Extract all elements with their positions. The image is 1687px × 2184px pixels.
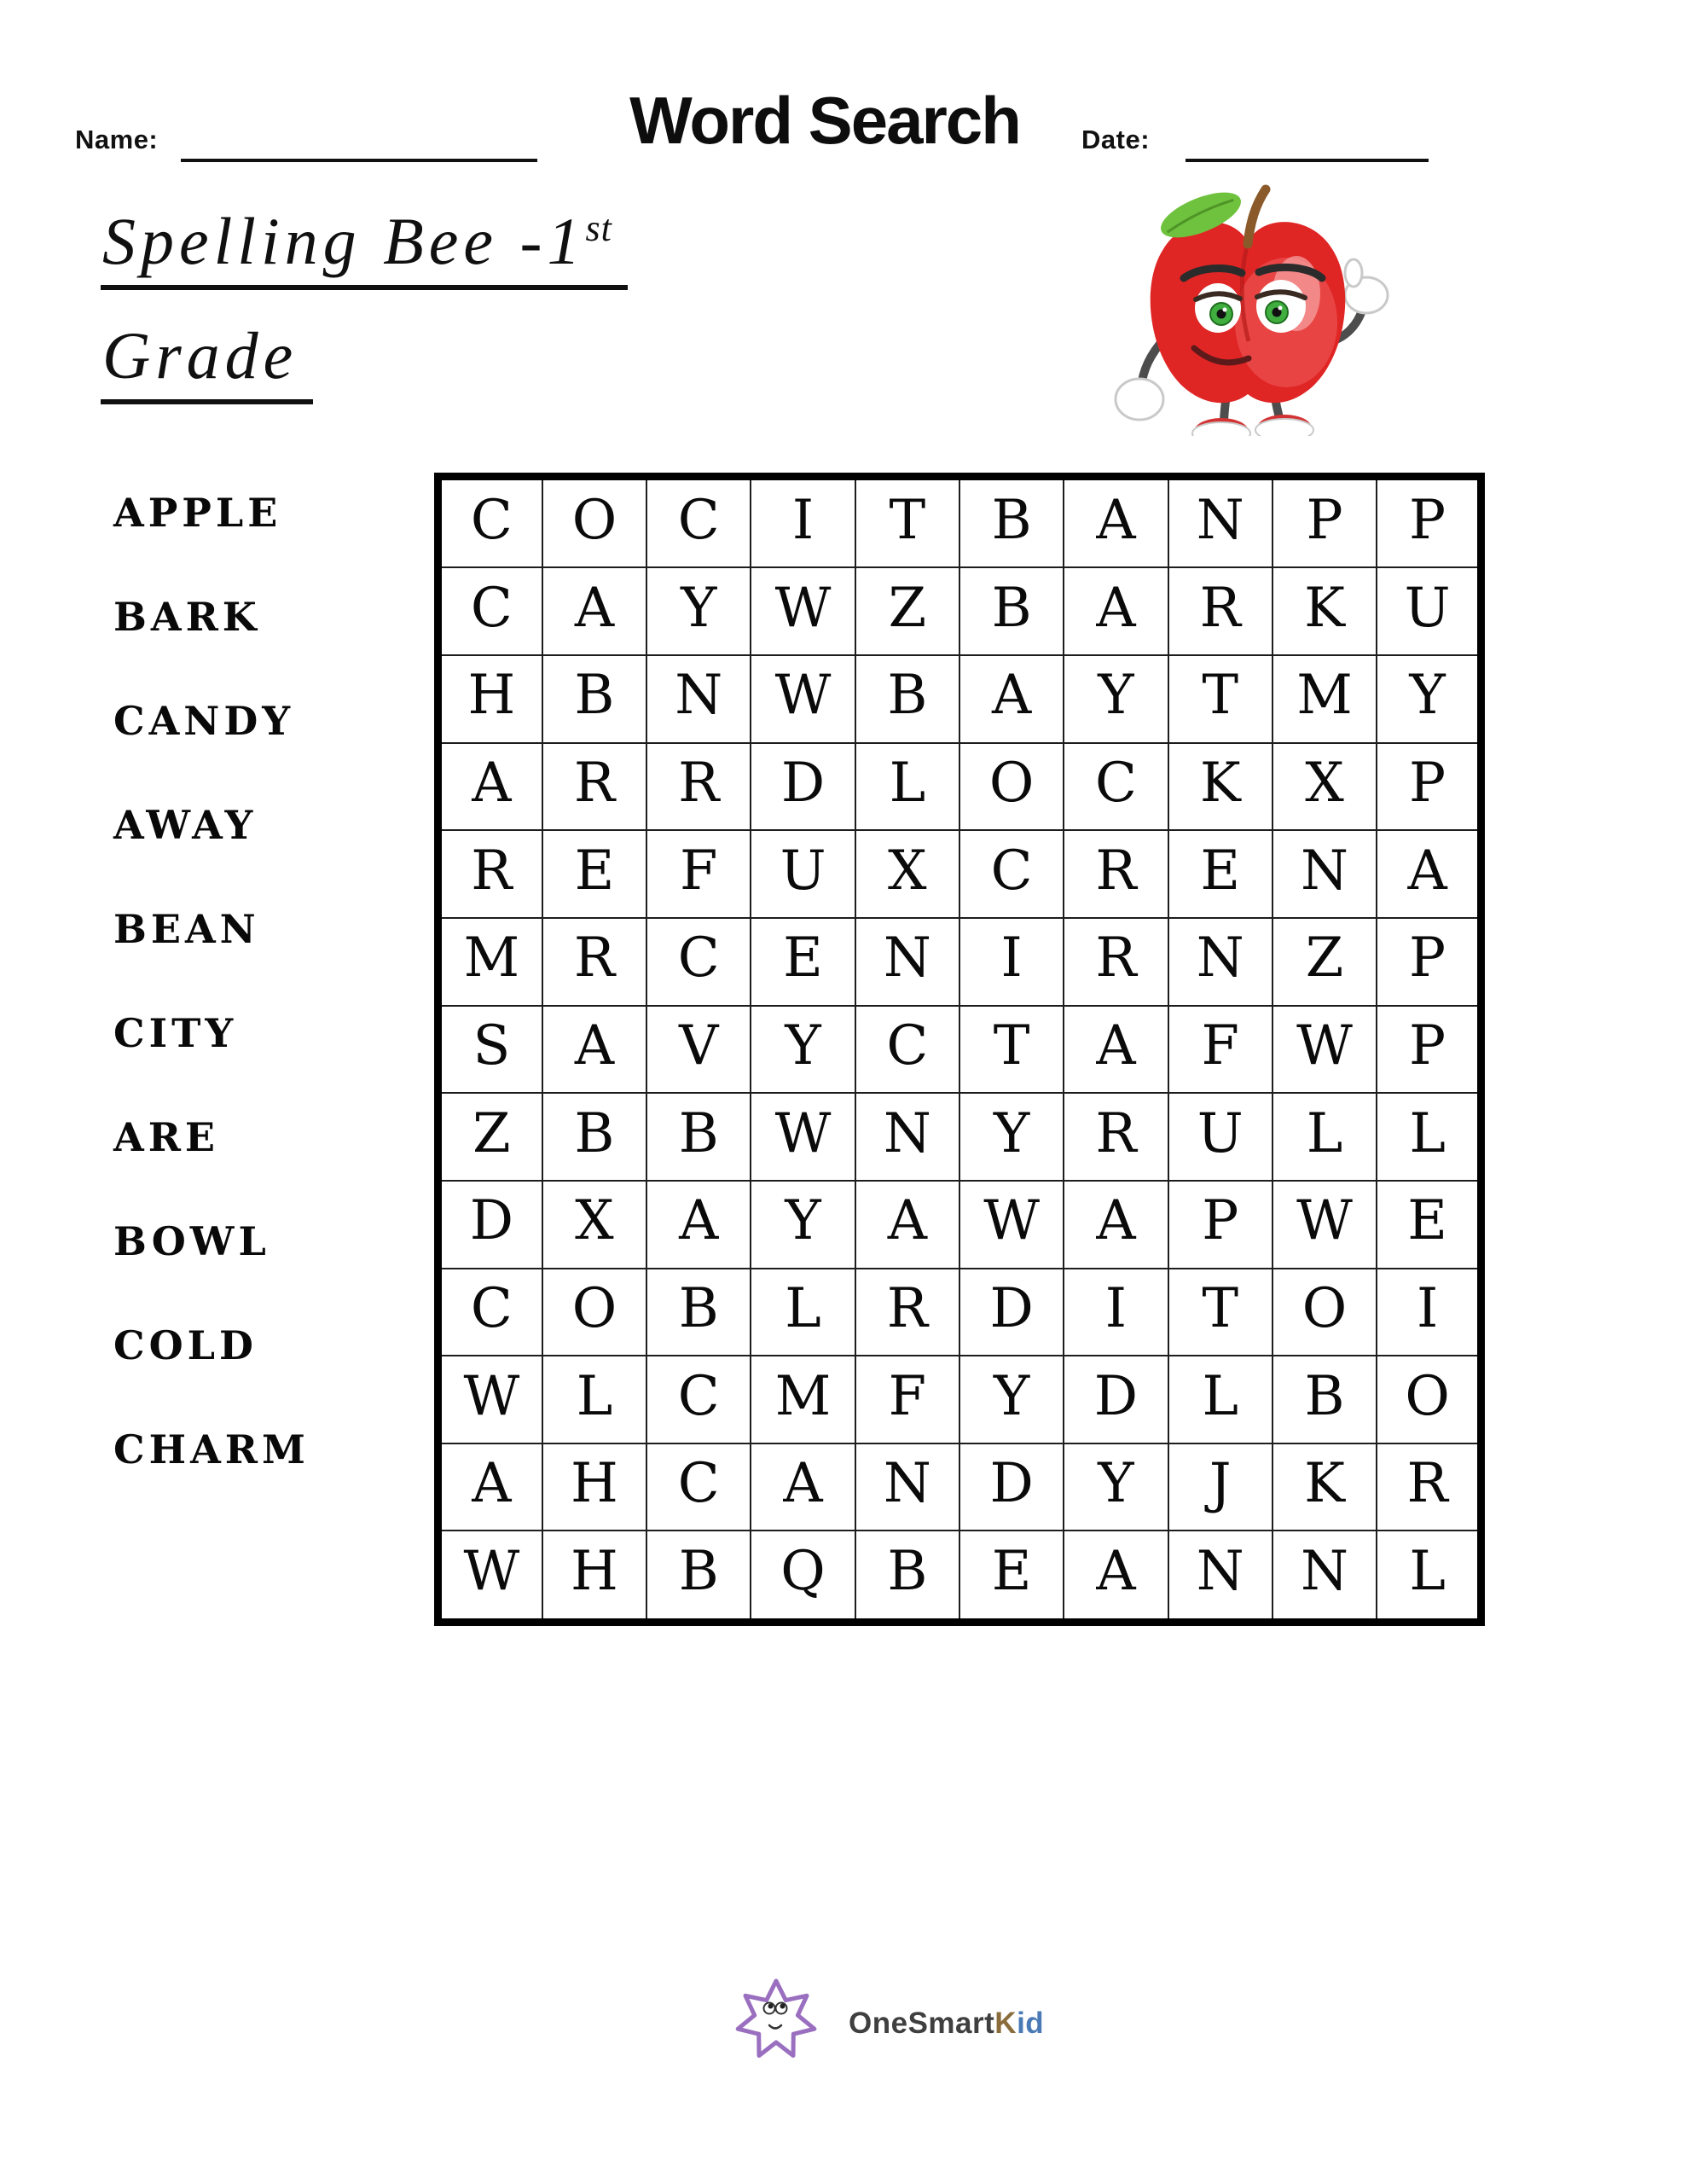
grid-cell[interactable]: Y bbox=[959, 1093, 1064, 1181]
grid-cell[interactable]: Q bbox=[751, 1531, 855, 1622]
grid-cell[interactable]: Y bbox=[959, 1356, 1064, 1443]
grid-row bbox=[438, 567, 1481, 655]
grid-row bbox=[438, 918, 1481, 1006]
date-blank-line[interactable] bbox=[1186, 128, 1429, 162]
subtitle-ordinal-suffix: st bbox=[585, 207, 612, 249]
apple-sneaker-left bbox=[1192, 418, 1250, 436]
grid-cell[interactable]: R bbox=[646, 743, 751, 831]
apple-sneaker-right bbox=[1255, 415, 1313, 436]
page-title: Word Search bbox=[629, 83, 1020, 158]
grid-cell[interactable]: T bbox=[959, 1006, 1064, 1094]
grid-cell[interactable]: E bbox=[751, 918, 855, 1006]
grid-cell[interactable]: H bbox=[542, 1443, 646, 1531]
grid-cell[interactable]: D bbox=[438, 1181, 542, 1269]
brand-text-part: OneSmart bbox=[849, 2007, 995, 2040]
grid-cell[interactable]: E bbox=[1168, 830, 1272, 918]
grid-cell[interactable]: L bbox=[751, 1269, 855, 1356]
grid-cell[interactable]: P bbox=[1377, 477, 1481, 568]
apple-glove-thumbs-up bbox=[1345, 259, 1388, 313]
apple-mascot-icon bbox=[1105, 167, 1391, 436]
word-list-item: CANDY bbox=[113, 698, 295, 744]
subtitle-line-1: Spelling Bee -1st bbox=[101, 203, 628, 290]
grid-cell[interactable]: W bbox=[438, 1356, 542, 1443]
grid-cell[interactable]: P bbox=[1377, 1006, 1481, 1094]
grid-cell[interactable]: Y bbox=[1377, 655, 1481, 743]
word-grid-body bbox=[438, 477, 1481, 1623]
grid-cell[interactable]: B bbox=[542, 1093, 646, 1181]
grid-cell[interactable]: O bbox=[959, 743, 1064, 831]
grid-cell[interactable]: Z bbox=[855, 567, 959, 655]
word-search-grid bbox=[434, 473, 1485, 1626]
grid-cell[interactable]: Z bbox=[1272, 918, 1377, 1006]
grid-cell[interactable]: Y bbox=[751, 1006, 855, 1094]
grid-cell[interactable]: U bbox=[1377, 567, 1481, 655]
grid-row bbox=[438, 830, 1481, 918]
grid-cell[interactable]: W bbox=[751, 1093, 855, 1181]
grid-cell[interactable]: A bbox=[1064, 1181, 1168, 1269]
grid-cell[interactable]: T bbox=[1168, 655, 1272, 743]
grid-cell[interactable]: B bbox=[646, 1531, 751, 1622]
grid-cell[interactable]: F bbox=[855, 1356, 959, 1443]
grid-cell[interactable]: W bbox=[751, 567, 855, 655]
grid-cell[interactable]: P bbox=[1272, 477, 1377, 568]
grid-cell[interactable]: L bbox=[1272, 1093, 1377, 1181]
grid-row bbox=[438, 743, 1481, 831]
grid-cell[interactable]: W bbox=[1272, 1006, 1377, 1094]
grid-cell[interactable]: O bbox=[542, 477, 646, 568]
grid-cell[interactable]: L bbox=[1377, 1531, 1481, 1622]
grid-cell[interactable]: Y bbox=[646, 567, 751, 655]
grid-cell[interactable]: P bbox=[1377, 918, 1481, 1006]
grid-cell[interactable]: F bbox=[646, 830, 751, 918]
grid-cell[interactable]: T bbox=[1168, 1269, 1272, 1356]
grid-cell[interactable]: T bbox=[855, 477, 959, 568]
grid-cell[interactable]: N bbox=[1168, 477, 1272, 568]
grid-cell[interactable]: N bbox=[1168, 918, 1272, 1006]
grid-cell[interactable]: N bbox=[855, 918, 959, 1006]
grid-cell[interactable]: H bbox=[542, 1531, 646, 1622]
grid-cell[interactable]: A bbox=[438, 743, 542, 831]
grid-cell[interactable]: R bbox=[1064, 830, 1168, 918]
grid-cell[interactable]: A bbox=[438, 1443, 542, 1531]
word-list-item: BEAN bbox=[113, 906, 260, 952]
grid-cell[interactable]: W bbox=[959, 1181, 1064, 1269]
grid-cell[interactable]: A bbox=[1064, 1531, 1168, 1622]
grid-cell[interactable]: P bbox=[1377, 743, 1481, 831]
grid-cell[interactable]: B bbox=[855, 1531, 959, 1622]
grid-row bbox=[438, 1356, 1481, 1443]
grid-cell[interactable]: N bbox=[1272, 1531, 1377, 1622]
grid-cell[interactable]: D bbox=[959, 1269, 1064, 1356]
grid-cell[interactable]: C bbox=[855, 1006, 959, 1094]
brand-text-part: K bbox=[994, 2007, 1017, 2040]
grid-cell[interactable]: B bbox=[855, 655, 959, 743]
star-face-logo-icon bbox=[732, 1976, 820, 2061]
grid-cell[interactable]: L bbox=[1168, 1356, 1272, 1443]
grid-cell[interactable]: Y bbox=[1064, 1443, 1168, 1531]
grid-cell[interactable]: Y bbox=[751, 1181, 855, 1269]
word-list-item: AWAY bbox=[113, 802, 258, 848]
name-blank-line[interactable] bbox=[181, 128, 537, 162]
grid-cell[interactable]: K bbox=[1272, 1443, 1377, 1531]
grid-cell[interactable]: R bbox=[855, 1269, 959, 1356]
grid-cell[interactable]: R bbox=[1168, 567, 1272, 655]
grid-cell[interactable]: X bbox=[855, 830, 959, 918]
grid-cell[interactable]: A bbox=[1064, 1006, 1168, 1094]
grid-cell[interactable]: C bbox=[646, 1356, 751, 1443]
grid-cell[interactable]: D bbox=[751, 743, 855, 831]
grid-cell[interactable]: V bbox=[646, 1006, 751, 1094]
word-list-item: CHARM bbox=[113, 1426, 310, 1472]
grid-cell[interactable]: R bbox=[1064, 1093, 1168, 1181]
grid-cell[interactable]: N bbox=[1272, 830, 1377, 918]
grid-cell[interactable]: U bbox=[751, 830, 855, 918]
grid-cell[interactable]: E bbox=[959, 1531, 1064, 1622]
grid-cell[interactable]: A bbox=[542, 567, 646, 655]
grid-cell[interactable]: A bbox=[1064, 567, 1168, 655]
grid-cell[interactable]: F bbox=[1168, 1006, 1272, 1094]
grid-cell[interactable]: C bbox=[1064, 743, 1168, 831]
grid-cell[interactable]: J bbox=[1168, 1443, 1272, 1531]
grid-cell[interactable]: S bbox=[438, 1006, 542, 1094]
grid-row bbox=[438, 1093, 1481, 1181]
grid-cell[interactable]: K bbox=[1168, 743, 1272, 831]
grid-cell[interactable]: X bbox=[542, 1181, 646, 1269]
brand-text-part: id bbox=[1017, 2007, 1045, 2040]
grid-row bbox=[438, 1269, 1481, 1356]
grid-cell[interactable]: B bbox=[1272, 1356, 1377, 1443]
grid-cell[interactable]: L bbox=[855, 743, 959, 831]
grid-row bbox=[438, 1006, 1481, 1094]
grid-cell[interactable]: D bbox=[959, 1443, 1064, 1531]
grid-cell[interactable]: R bbox=[542, 743, 646, 831]
grid-row bbox=[438, 1443, 1481, 1531]
grid-cell[interactable]: D bbox=[1064, 1356, 1168, 1443]
word-list-item: BARK bbox=[113, 594, 261, 640]
word-list-item: APPLE bbox=[113, 490, 282, 536]
grid-cell[interactable]: B bbox=[959, 477, 1064, 568]
grid-cell[interactable]: C bbox=[646, 918, 751, 1006]
date-label: Date: bbox=[1081, 125, 1151, 154]
grid-cell[interactable]: X bbox=[1272, 743, 1377, 831]
grid-cell[interactable]: L bbox=[1377, 1093, 1481, 1181]
grid-cell[interactable]: O bbox=[542, 1269, 646, 1356]
grid-cell[interactable]: I bbox=[751, 477, 855, 568]
grid-cell[interactable]: E bbox=[542, 830, 646, 918]
word-list-item: CITY bbox=[113, 1010, 238, 1056]
grid-cell[interactable]: A bbox=[646, 1181, 751, 1269]
grid-cell[interactable]: A bbox=[1377, 830, 1481, 918]
grid-cell[interactable]: A bbox=[542, 1006, 646, 1094]
grid-cell[interactable]: I bbox=[1377, 1269, 1481, 1356]
grid-cell[interactable]: M bbox=[438, 918, 542, 1006]
grid-cell[interactable]: H bbox=[438, 655, 542, 743]
brand-wordmark bbox=[849, 2007, 1044, 2041]
name-label: Name: bbox=[75, 125, 159, 154]
apple-eye-right bbox=[1256, 280, 1306, 333]
word-list-item: COLD bbox=[113, 1322, 258, 1368]
grid-cell[interactable]: R bbox=[1377, 1443, 1481, 1531]
grid-cell[interactable]: R bbox=[542, 918, 646, 1006]
grid-cell[interactable]: W bbox=[438, 1531, 542, 1622]
grid-cell[interactable]: Y bbox=[1064, 655, 1168, 743]
word-list-item: ARE bbox=[113, 1114, 219, 1160]
apple-glove-left bbox=[1116, 379, 1163, 420]
grid-cell[interactable]: O bbox=[1272, 1269, 1377, 1356]
grid-cell[interactable]: R bbox=[1064, 918, 1168, 1006]
grid-cell[interactable]: A bbox=[959, 655, 1064, 743]
grid-row bbox=[438, 1181, 1481, 1269]
grid-row bbox=[438, 655, 1481, 743]
grid-cell[interactable]: W bbox=[1272, 1181, 1377, 1269]
grid-cell[interactable]: K bbox=[1272, 567, 1377, 655]
grid-row bbox=[438, 477, 1481, 568]
grid-cell[interactable]: U bbox=[1168, 1093, 1272, 1181]
grid-cell[interactable]: W bbox=[751, 655, 855, 743]
grid-cell[interactable]: I bbox=[959, 918, 1064, 1006]
grid-row bbox=[438, 1531, 1481, 1622]
worksheet-subtitle bbox=[101, 203, 628, 404]
grid-cell[interactable]: C bbox=[646, 1443, 751, 1531]
apple-eye-left bbox=[1195, 283, 1241, 333]
grid-cell[interactable]: E bbox=[1377, 1181, 1481, 1269]
subtitle-line-2: Grade bbox=[101, 317, 313, 404]
grid-cell[interactable]: C bbox=[438, 1269, 542, 1356]
grid-cell[interactable]: C bbox=[646, 477, 751, 568]
grid-cell[interactable]: C bbox=[438, 567, 542, 655]
grid-cell[interactable]: A bbox=[855, 1181, 959, 1269]
grid-cell[interactable]: Z bbox=[438, 1093, 542, 1181]
word-list bbox=[113, 461, 310, 1502]
grid-cell[interactable]: A bbox=[751, 1443, 855, 1531]
grid-cell[interactable]: B bbox=[542, 655, 646, 743]
grid-cell[interactable]: N bbox=[855, 1093, 959, 1181]
grid-cell[interactable]: L bbox=[542, 1356, 646, 1443]
grid-cell[interactable]: P bbox=[1168, 1181, 1272, 1269]
grid-cell[interactable]: B bbox=[646, 1269, 751, 1356]
grid-cell[interactable]: N bbox=[1168, 1531, 1272, 1622]
grid-cell[interactable]: A bbox=[1064, 477, 1168, 568]
grid-cell[interactable]: B bbox=[959, 567, 1064, 655]
grid-cell[interactable]: B bbox=[646, 1093, 751, 1181]
grid-cell[interactable]: R bbox=[438, 830, 542, 918]
grid-cell[interactable]: N bbox=[855, 1443, 959, 1531]
grid-cell[interactable]: M bbox=[751, 1356, 855, 1443]
grid-cell[interactable]: N bbox=[646, 655, 751, 743]
word-list-item: BOWL bbox=[113, 1218, 270, 1264]
grid-cell[interactable]: O bbox=[1377, 1356, 1481, 1443]
grid-cell[interactable]: C bbox=[959, 830, 1064, 918]
grid-cell[interactable]: C bbox=[438, 477, 542, 568]
grid-cell[interactable]: M bbox=[1272, 655, 1377, 743]
grid-cell[interactable]: I bbox=[1064, 1269, 1168, 1356]
